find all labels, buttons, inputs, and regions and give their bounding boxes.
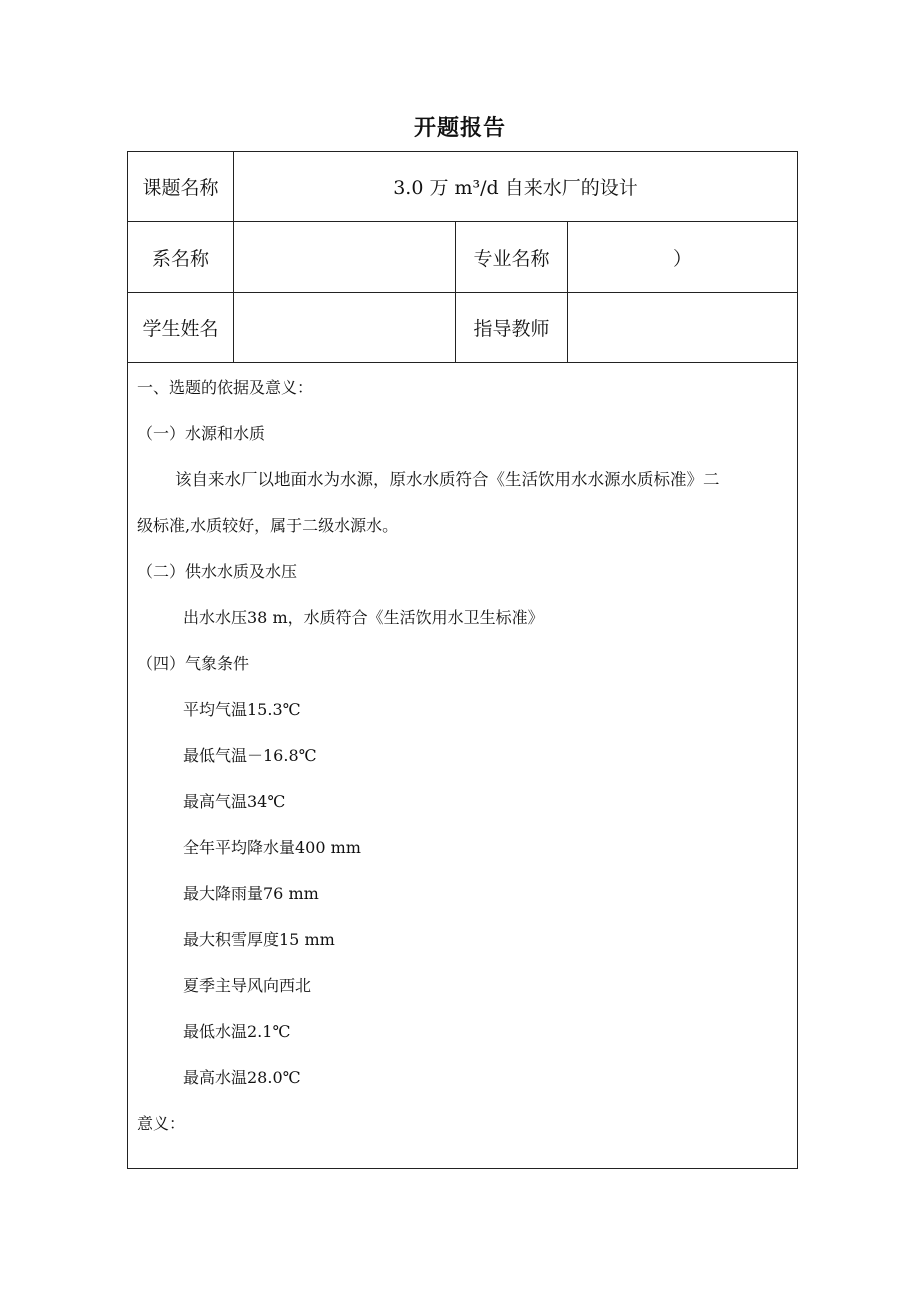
weather-item: 最低气温－16.8℃ <box>183 746 317 765</box>
section-heading: 一、选题的依据及意义： <box>137 378 314 397</box>
topic-label: 课题名称 <box>142 177 219 199</box>
major-value: ） <box>672 247 692 270</box>
weather-item: 最大积雪厚度15 mm <box>183 930 335 949</box>
paragraph-line: 出水水压38 m，水质符合《生活饮用水卫生标准》 <box>183 608 544 627</box>
subsection-heading-water-source: （一）水源和水质 <box>137 424 266 443</box>
weather-item: 夏季主导风向西北 <box>183 976 312 995</box>
weather-item: 最高水温28.0℃ <box>183 1068 301 1087</box>
subsection-heading-weather: （四）气象条件 <box>137 654 250 673</box>
major-label: 专业名称 <box>473 247 550 270</box>
weather-item: 最高气温34℃ <box>183 792 286 811</box>
paragraph-line: 该自来水厂以地面水为水源，原水水质符合《生活饮用水水源水质标准》二 <box>175 470 720 489</box>
department-value <box>234 222 455 292</box>
advisor-value <box>568 293 797 362</box>
subsection-heading-supply: （二）供水水质及水压 <box>137 562 298 581</box>
significance-label: 意义： <box>137 1114 186 1133</box>
weather-item: 平均气温15.3℃ <box>183 700 301 719</box>
advisor-label: 指导教师 <box>473 318 550 340</box>
weather-item: 最大降雨量76 mm <box>183 884 319 903</box>
topic-value: 3.0 万 m³/d 自来水厂的设计 <box>393 177 638 199</box>
student-value <box>234 293 455 362</box>
paragraph-line: 级标准,水质较好，属于二级水源水。 <box>137 516 399 535</box>
student-label: 学生姓名 <box>142 318 219 340</box>
document-title: 开题报告 <box>413 116 506 141</box>
weather-item: 全年平均降水量400 mm <box>183 838 361 857</box>
department-label: 系名称 <box>151 247 209 270</box>
row-divider <box>128 362 797 363</box>
report-table <box>127 151 798 1169</box>
weather-item: 最低水温2.1℃ <box>183 1022 291 1041</box>
